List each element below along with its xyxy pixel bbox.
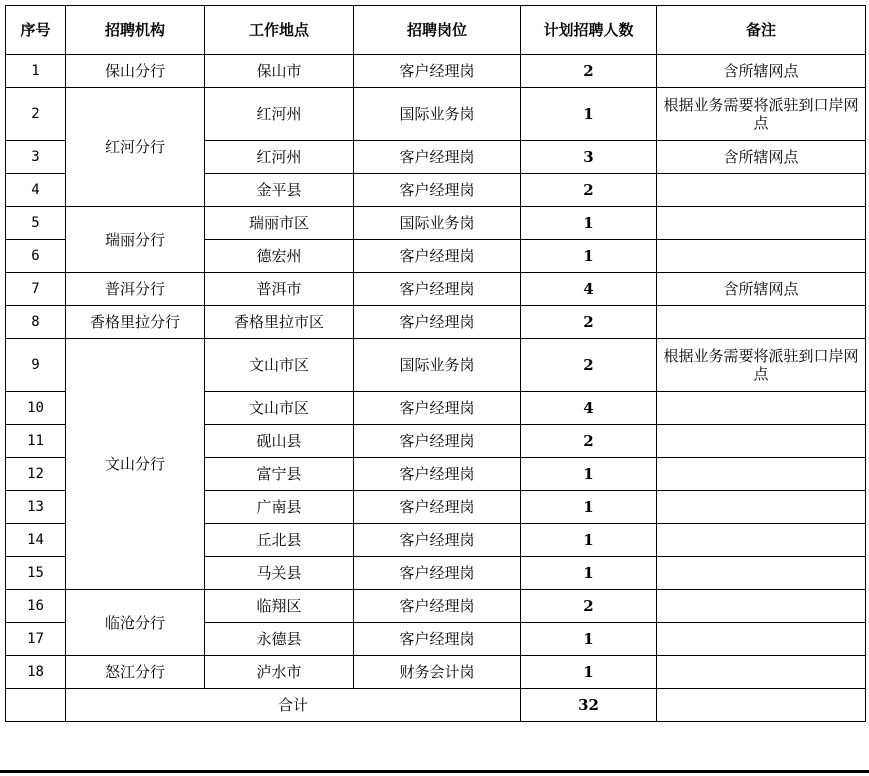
note-cell: 含所辖网点 bbox=[657, 273, 866, 306]
note-cell bbox=[657, 392, 866, 425]
seq-cell: 6 bbox=[6, 240, 66, 273]
note-cell: 根据业务需要将派驻到口岸网点 bbox=[657, 88, 866, 141]
position-cell: 客户经理岗 bbox=[354, 458, 521, 491]
location-cell: 普洱市 bbox=[205, 273, 354, 306]
seq-cell: 10 bbox=[6, 392, 66, 425]
position-cell: 客户经理岗 bbox=[354, 141, 521, 174]
count-cell: 4 bbox=[521, 392, 657, 425]
header-note: 备注 bbox=[657, 6, 866, 55]
seq-cell: 18 bbox=[6, 656, 66, 689]
location-cell: 文山市区 bbox=[205, 339, 354, 392]
location-cell: 富宁县 bbox=[205, 458, 354, 491]
note-cell: 根据业务需要将派驻到口岸网点 bbox=[657, 339, 866, 392]
table-row bbox=[6, 339, 866, 392]
position-cell: 客户经理岗 bbox=[354, 623, 521, 656]
position-cell: 客户经理岗 bbox=[354, 491, 521, 524]
position-cell: 国际业务岗 bbox=[354, 88, 521, 141]
header-row bbox=[6, 6, 866, 55]
position-cell: 客户经理岗 bbox=[354, 55, 521, 88]
note-cell bbox=[657, 590, 866, 623]
org-cell: 香格里拉分行 bbox=[66, 306, 205, 339]
position-cell: 客户经理岗 bbox=[354, 524, 521, 557]
position-cell: 客户经理岗 bbox=[354, 273, 521, 306]
count-cell: 2 bbox=[521, 174, 657, 207]
position-cell: 客户经理岗 bbox=[354, 240, 521, 273]
header-position: 招聘岗位 bbox=[354, 6, 521, 55]
table-row bbox=[6, 55, 866, 88]
seq-cell: 14 bbox=[6, 524, 66, 557]
location-cell: 丘北县 bbox=[205, 524, 354, 557]
count-cell: 2 bbox=[521, 306, 657, 339]
position-cell: 客户经理岗 bbox=[354, 306, 521, 339]
org-cell: 怒江分行 bbox=[66, 656, 205, 689]
note-cell bbox=[657, 240, 866, 273]
count-cell: 1 bbox=[521, 656, 657, 689]
location-cell: 金平县 bbox=[205, 174, 354, 207]
count-cell: 3 bbox=[521, 141, 657, 174]
seq-cell: 1 bbox=[6, 55, 66, 88]
seq-cell: 5 bbox=[6, 207, 66, 240]
seq-cell: 3 bbox=[6, 141, 66, 174]
position-cell: 客户经理岗 bbox=[354, 590, 521, 623]
bottom-rule bbox=[0, 770, 869, 773]
seq-cell: 2 bbox=[6, 88, 66, 141]
header-seq: 序号 bbox=[6, 6, 66, 55]
note-cell bbox=[657, 656, 866, 689]
total-count: 32 bbox=[521, 689, 657, 722]
table-row bbox=[6, 207, 866, 240]
note-cell bbox=[657, 458, 866, 491]
position-cell: 客户经理岗 bbox=[354, 557, 521, 590]
header-count: 计划招聘人数 bbox=[521, 6, 657, 55]
location-cell: 红河州 bbox=[205, 88, 354, 141]
org-cell: 普洱分行 bbox=[66, 273, 205, 306]
org-cell: 瑞丽分行 bbox=[66, 207, 205, 273]
note-cell bbox=[657, 524, 866, 557]
header-location: 工作地点 bbox=[205, 6, 354, 55]
note-cell: 含所辖网点 bbox=[657, 55, 866, 88]
location-cell: 马关县 bbox=[205, 557, 354, 590]
note-cell bbox=[657, 425, 866, 458]
count-cell: 2 bbox=[521, 425, 657, 458]
total-note-cell bbox=[657, 689, 866, 722]
location-cell: 德宏州 bbox=[205, 240, 354, 273]
seq-cell: 11 bbox=[6, 425, 66, 458]
header-org: 招聘机构 bbox=[66, 6, 205, 55]
table-row bbox=[6, 656, 866, 689]
seq-cell: 13 bbox=[6, 491, 66, 524]
table-row bbox=[6, 88, 866, 141]
seq-cell: 16 bbox=[6, 590, 66, 623]
seq-cell: 17 bbox=[6, 623, 66, 656]
position-cell: 财务会计岗 bbox=[354, 656, 521, 689]
table-row bbox=[6, 590, 866, 623]
position-cell: 客户经理岗 bbox=[354, 392, 521, 425]
table-row bbox=[6, 273, 866, 306]
location-cell: 保山市 bbox=[205, 55, 354, 88]
location-cell: 香格里拉市区 bbox=[205, 306, 354, 339]
note-cell bbox=[657, 557, 866, 590]
seq-cell: 4 bbox=[6, 174, 66, 207]
note-cell bbox=[657, 491, 866, 524]
location-cell: 广南县 bbox=[205, 491, 354, 524]
total-label: 合计 bbox=[66, 689, 521, 722]
location-cell: 临翔区 bbox=[205, 590, 354, 623]
total-empty-cell bbox=[6, 689, 66, 722]
seq-cell: 15 bbox=[6, 557, 66, 590]
seq-cell: 8 bbox=[6, 306, 66, 339]
count-cell: 1 bbox=[521, 623, 657, 656]
count-cell: 2 bbox=[521, 590, 657, 623]
count-cell: 1 bbox=[521, 557, 657, 590]
recruitment-table bbox=[5, 5, 866, 722]
count-cell: 1 bbox=[521, 458, 657, 491]
org-cell: 保山分行 bbox=[66, 55, 205, 88]
count-cell: 2 bbox=[521, 339, 657, 392]
count-cell: 1 bbox=[521, 240, 657, 273]
location-cell: 泸水市 bbox=[205, 656, 354, 689]
org-cell: 临沧分行 bbox=[66, 590, 205, 656]
org-cell: 文山分行 bbox=[66, 339, 205, 590]
count-cell: 4 bbox=[521, 273, 657, 306]
note-cell bbox=[657, 623, 866, 656]
position-cell: 客户经理岗 bbox=[354, 174, 521, 207]
seq-cell: 12 bbox=[6, 458, 66, 491]
count-cell: 1 bbox=[521, 491, 657, 524]
note-cell bbox=[657, 207, 866, 240]
count-cell: 1 bbox=[521, 524, 657, 557]
location-cell: 红河州 bbox=[205, 141, 354, 174]
seq-cell: 7 bbox=[6, 273, 66, 306]
note-cell bbox=[657, 306, 866, 339]
count-cell: 2 bbox=[521, 55, 657, 88]
seq-cell: 9 bbox=[6, 339, 66, 392]
location-cell: 文山市区 bbox=[205, 392, 354, 425]
org-cell: 红河分行 bbox=[66, 88, 205, 207]
position-cell: 国际业务岗 bbox=[354, 207, 521, 240]
position-cell: 客户经理岗 bbox=[354, 425, 521, 458]
count-cell: 1 bbox=[521, 88, 657, 141]
location-cell: 砚山县 bbox=[205, 425, 354, 458]
count-cell: 1 bbox=[521, 207, 657, 240]
location-cell: 永德县 bbox=[205, 623, 354, 656]
total-row bbox=[6, 689, 866, 722]
location-cell: 瑞丽市区 bbox=[205, 207, 354, 240]
table-row bbox=[6, 306, 866, 339]
position-cell: 国际业务岗 bbox=[354, 339, 521, 392]
note-cell: 含所辖网点 bbox=[657, 141, 866, 174]
note-cell bbox=[657, 174, 866, 207]
